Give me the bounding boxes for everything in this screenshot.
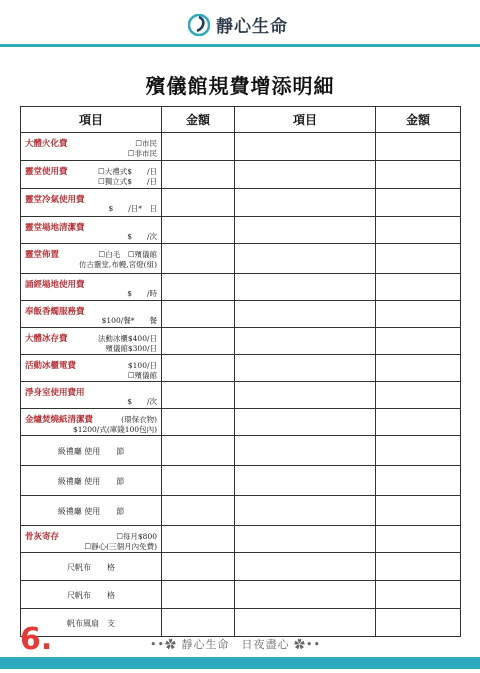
- item-label: 大體火化費: [25, 139, 68, 149]
- amount-cell: [162, 526, 235, 553]
- amount-cell: [376, 436, 461, 466]
- amount-cell: [376, 189, 461, 217]
- blank-item-cell: [235, 161, 376, 189]
- table-row: [21, 609, 461, 637]
- item-center-text: 尺帆布 格: [67, 563, 115, 572]
- amount-cell: [376, 581, 461, 609]
- item-label: 淨身室使用費用: [25, 388, 85, 398]
- item-option: ☐殯儀館: [127, 371, 157, 380]
- blank-item-cell: [235, 526, 376, 553]
- page-number: 6.: [20, 622, 53, 657]
- amount-cell: [162, 553, 235, 581]
- blank-item-cell: [235, 382, 376, 409]
- item-cell: [21, 553, 162, 581]
- amount-cell: [376, 496, 461, 526]
- item-label: 靈堂場地清潔費: [25, 223, 85, 233]
- top-accent-bar: [0, 44, 480, 47]
- table-row: [21, 526, 461, 553]
- amount-cell: [376, 133, 461, 161]
- blank-item-cell: [235, 301, 376, 328]
- blank-item-cell: [235, 328, 376, 355]
- amount-cell: [162, 217, 235, 244]
- item-option: $ /次: [127, 397, 157, 406]
- blank-item-cell: [235, 133, 376, 161]
- amount-cell: [162, 161, 235, 189]
- page-title: 殯儀館規費增添明細: [145, 74, 335, 98]
- item-option: ☐非市民: [127, 149, 157, 158]
- table-row: [21, 274, 461, 301]
- table-row: [21, 466, 461, 496]
- item-cell: [21, 133, 162, 161]
- item-cell: [21, 217, 162, 244]
- item-cell: [21, 355, 162, 382]
- item-center-text: 級禮廳 使用 節: [57, 477, 125, 486]
- item-option: $100/日: [127, 361, 157, 370]
- amount-cell: [162, 244, 235, 274]
- item-option: $ /次: [127, 232, 157, 241]
- swirl-logo-icon: [188, 14, 210, 36]
- item-option: ☐獨立式$ /日: [97, 177, 157, 186]
- amount-cell: [162, 382, 235, 409]
- amount-cell: [162, 581, 235, 609]
- item-center-text: 級禮廳 使用 節: [57, 447, 125, 456]
- blank-item-cell: [235, 274, 376, 301]
- amount-cell: [162, 301, 235, 328]
- table-row: [21, 301, 461, 328]
- item-cell: [21, 409, 162, 436]
- blank-item-cell: [235, 609, 376, 637]
- item-center-text: 帆布風扇 支: [67, 619, 115, 628]
- table-row: [21, 496, 461, 526]
- amount-cell: [376, 301, 461, 328]
- item-center-text: 級禮廳 使用 節: [57, 507, 125, 516]
- blank-item-cell: [235, 409, 376, 436]
- table-row: [21, 581, 461, 609]
- amount-cell: [162, 436, 235, 466]
- amount-cell: [162, 466, 235, 496]
- item-label: 誦經場地使用費: [25, 280, 85, 290]
- item-cell: [21, 436, 162, 466]
- brand-name: 靜心生命: [216, 17, 288, 37]
- table-row: [21, 217, 461, 244]
- blank-item-cell: [235, 581, 376, 609]
- item-center-text: 尺帆布 格: [67, 591, 115, 600]
- item-cell: [21, 466, 162, 496]
- blank-item-cell: [235, 217, 376, 244]
- blank-item-cell: [235, 189, 376, 217]
- table-row: [21, 382, 461, 409]
- table-row: [21, 409, 461, 436]
- item-cell: [21, 581, 162, 609]
- blank-item-cell: [235, 436, 376, 466]
- item-label: 金爐焚燒紙清潔費: [25, 415, 94, 425]
- header-item: 項目: [235, 107, 376, 133]
- item-option: (環保衣物): [121, 415, 157, 424]
- amount-cell: [162, 189, 235, 217]
- amount-cell: [376, 526, 461, 553]
- item-cell: [21, 274, 162, 301]
- item-label: 活動冰櫃電費: [25, 361, 77, 371]
- table-row: [21, 161, 461, 189]
- item-cell: [21, 328, 162, 355]
- item-label: 奉飯香燭服務費: [25, 307, 85, 317]
- item-option: ☐每月$800: [116, 532, 157, 541]
- fee-table: [20, 106, 461, 637]
- table-row: [21, 189, 461, 217]
- amount-cell: [162, 609, 235, 637]
- amount-cell: [376, 328, 461, 355]
- table-row: [21, 133, 461, 161]
- item-label: 大體冰存費: [25, 334, 68, 344]
- table-row: [21, 355, 461, 382]
- item-option: 殯儀館$300/日: [105, 344, 157, 353]
- blank-item-cell: [235, 553, 376, 581]
- amount-cell: [162, 133, 235, 161]
- bottom-accent-bar: [0, 657, 480, 669]
- amount-cell: [376, 274, 461, 301]
- amount-cell: [376, 553, 461, 581]
- amount-cell: [376, 609, 461, 637]
- item-cell: [21, 496, 162, 526]
- header-amount: 金額: [376, 107, 461, 133]
- amount-cell: [162, 328, 235, 355]
- item-cell: [21, 189, 162, 217]
- header-amount: 金額: [162, 107, 235, 133]
- item-label: 靈堂佈置: [25, 250, 60, 260]
- table-row: [21, 328, 461, 355]
- item-option: ☐大禮式$ /日: [97, 167, 157, 176]
- item-cell: [21, 526, 162, 553]
- item-option: ☐市民: [135, 139, 157, 148]
- amount-cell: [162, 409, 235, 436]
- item-cell: [21, 301, 162, 328]
- amount-cell: [162, 274, 235, 301]
- blank-item-cell: [235, 355, 376, 382]
- blank-item-cell: [235, 496, 376, 526]
- item-option: $100/餐* 餐: [101, 316, 157, 325]
- amount-cell: [376, 355, 461, 382]
- amount-cell: [376, 382, 461, 409]
- item-label: 靈堂冷氣使用費: [25, 195, 85, 205]
- item-label: 靈堂使用費: [25, 167, 68, 177]
- item-option: $1200/式(庫錢100包內): [72, 425, 157, 434]
- amount-cell: [376, 466, 461, 496]
- footer-slogan: ••✿ 靜心生命 日夜盡心 ✿••: [150, 638, 321, 651]
- table-row: [21, 436, 461, 466]
- amount-cell: [162, 355, 235, 382]
- item-option: ☐靜心(三個月內免費): [84, 542, 157, 551]
- header-item: 項目: [21, 107, 162, 133]
- item-option: 法動冰櫃$400/日: [97, 334, 157, 343]
- item-option: ☐白毛 ☐殯儀館: [98, 250, 157, 259]
- amount-cell: [376, 217, 461, 244]
- table-row: [21, 553, 461, 581]
- table-row: [21, 244, 461, 274]
- item-cell: [21, 161, 162, 189]
- blank-item-cell: [235, 466, 376, 496]
- item-option: 仿古靈堂,布幔,宮燈(組): [78, 260, 157, 269]
- brand-logo: [188, 12, 288, 37]
- item-cell: [21, 244, 162, 274]
- item-label: 骨灰寄存: [25, 532, 60, 542]
- amount-cell: [162, 496, 235, 526]
- amount-cell: [376, 161, 461, 189]
- item-option: $ /時: [127, 289, 157, 298]
- item-option: $ /日* 日: [108, 204, 157, 213]
- amount-cell: [376, 244, 461, 274]
- amount-cell: [376, 409, 461, 436]
- item-cell: [21, 382, 162, 409]
- table-header-row: [21, 107, 461, 133]
- blank-item-cell: [235, 244, 376, 274]
